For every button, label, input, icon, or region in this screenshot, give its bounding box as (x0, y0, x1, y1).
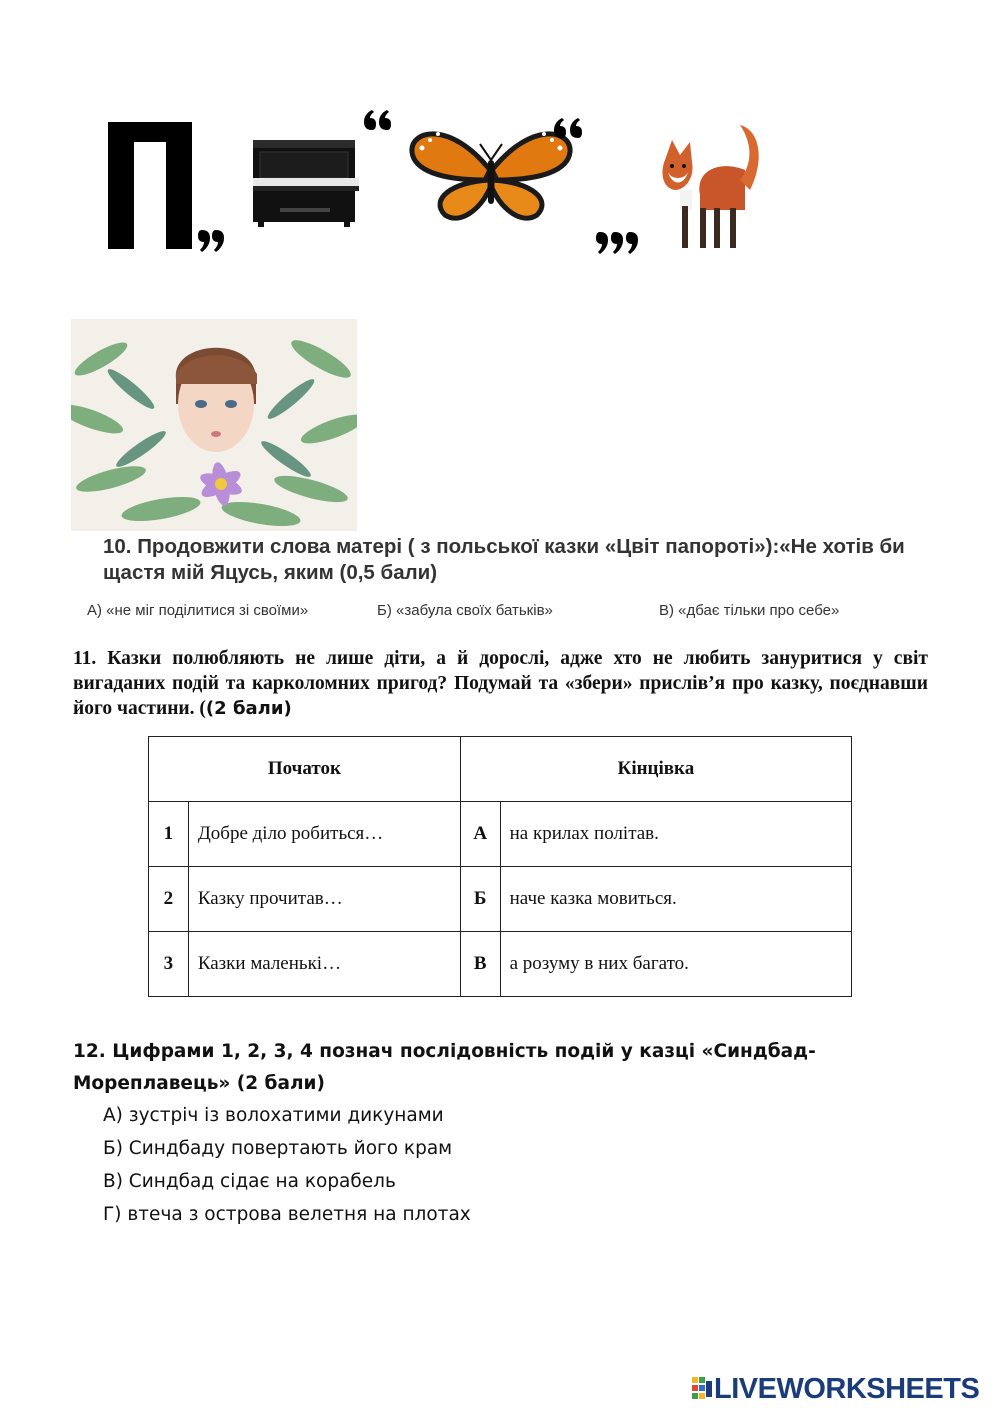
liveworksheets-logo[interactable] (692, 1374, 979, 1404)
option-b[interactable]: Б) «забула своїх батьків» (377, 602, 553, 619)
question-10-title: 10. Продовжити слова матері ( з польської казки «Цвіт папороті»):«Не хотів би щастя мій Яцусь, яким (0,5 бали) (103, 535, 905, 584)
question-11-text (73, 646, 928, 721)
rebus-picture (100, 100, 780, 270)
table-row (149, 932, 852, 997)
proverb-match-table (148, 736, 852, 997)
question-11-points: (2 бали) (205, 698, 292, 719)
list-item: Б) Синдбаду повертають його крам (103, 1138, 453, 1159)
butterfly-image (412, 132, 570, 218)
quote-mark-right (554, 118, 582, 138)
header-end: Кінцівка (460, 737, 851, 802)
letter-p-glyph (108, 122, 192, 249)
proverb-start: Казку прочитав… (188, 867, 460, 932)
table-row (149, 867, 852, 932)
triple-comma-mark (596, 232, 638, 254)
boy-among-ferns-illustration (71, 319, 357, 531)
table-header-row (149, 737, 852, 802)
question-10-options (0, 602, 1000, 622)
row-number: 1 (149, 802, 189, 867)
list-item: В) Синдбад сідає на корабель (103, 1171, 396, 1192)
logo-blocks-icon (692, 1377, 714, 1401)
comma-mark (198, 230, 224, 252)
proverb-end: на крилах політав. (500, 802, 851, 867)
quote-mark-left (364, 110, 391, 130)
fox-image (662, 125, 758, 248)
row-letter: А (460, 802, 500, 867)
row-number: 3 (149, 932, 189, 997)
list-item: Г) втеча з острова велетня на плотах (103, 1204, 471, 1225)
proverb-start: Казки маленькі… (188, 932, 460, 997)
row-letter: Б (460, 867, 500, 932)
proverb-start: Добре діло робиться… (188, 802, 460, 867)
question-11-body: 11. Казки полюбляють не лише діти, а й дорослі, адже хто не любить зануритися у світ вигаданих подій та карколомних пригод? Подумай та «збери» прислів’я про казку, поєднавши його частини. ( (73, 648, 928, 719)
proverb-end: наче казка мовиться. (500, 867, 851, 932)
row-number: 2 (149, 867, 189, 932)
brand-name: LIVEWORKSHEETS (714, 1372, 980, 1405)
option-a[interactable]: А) «не міг поділитися зі своїми» (87, 602, 309, 619)
header-start: Початок (149, 737, 461, 802)
list-item: А) зустріч із волохатими дикунами (103, 1105, 444, 1126)
proverb-end: а розуму в них багато. (500, 932, 851, 997)
row-letter: В (460, 932, 500, 997)
option-c[interactable]: В) «дбає тільки про себе» (659, 602, 840, 619)
piano-image (253, 140, 359, 227)
question-12-title: 12. Цифрами 1, 2, 3, 4 познач послідовність подій у казці «Синдбад-Мореплавець» (2 бали) (73, 1041, 816, 1094)
table-row (149, 802, 852, 867)
question-12-list (103, 1099, 471, 1231)
